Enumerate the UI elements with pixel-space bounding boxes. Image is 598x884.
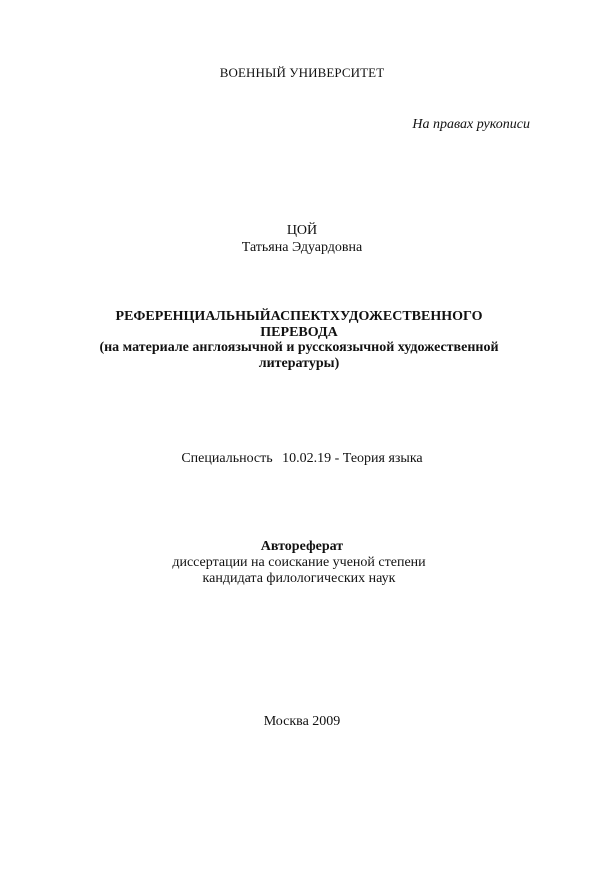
specialty-code: 10.02.19 - Теория языка [282,451,423,466]
dissertation-title [0,309,598,371]
abstract-line-2: кандидата филологических наук [202,571,396,586]
specialty [3,450,598,467]
subtitle-line-1: (на материале англоязычной и русскоязычной художественной [99,340,499,355]
author-given-names: Татьяна Эдуардовна [241,240,363,255]
author-surname: ЦОЙ [286,223,318,238]
abstract-line-1: диссертации на соискание ученой степени [172,555,426,570]
abstract-label: Автореферат [260,539,344,554]
city-year: Москва 2009 [263,714,341,729]
manuscript-note: На правах рукописи [412,117,530,132]
title-line-1: РЕФЕРЕНЦИАЛЬНЫЙАСПЕКТХУДОЖЕСТВЕННОГО [115,309,483,324]
specialty-label: Специальность [181,451,273,466]
university-name: ВОЕННЫЙ УНИВЕРСИТЕТ [219,65,385,80]
subtitle-line-2: литературы) [258,355,340,371]
title-line-2: ПЕРЕВОДА [260,324,338,340]
